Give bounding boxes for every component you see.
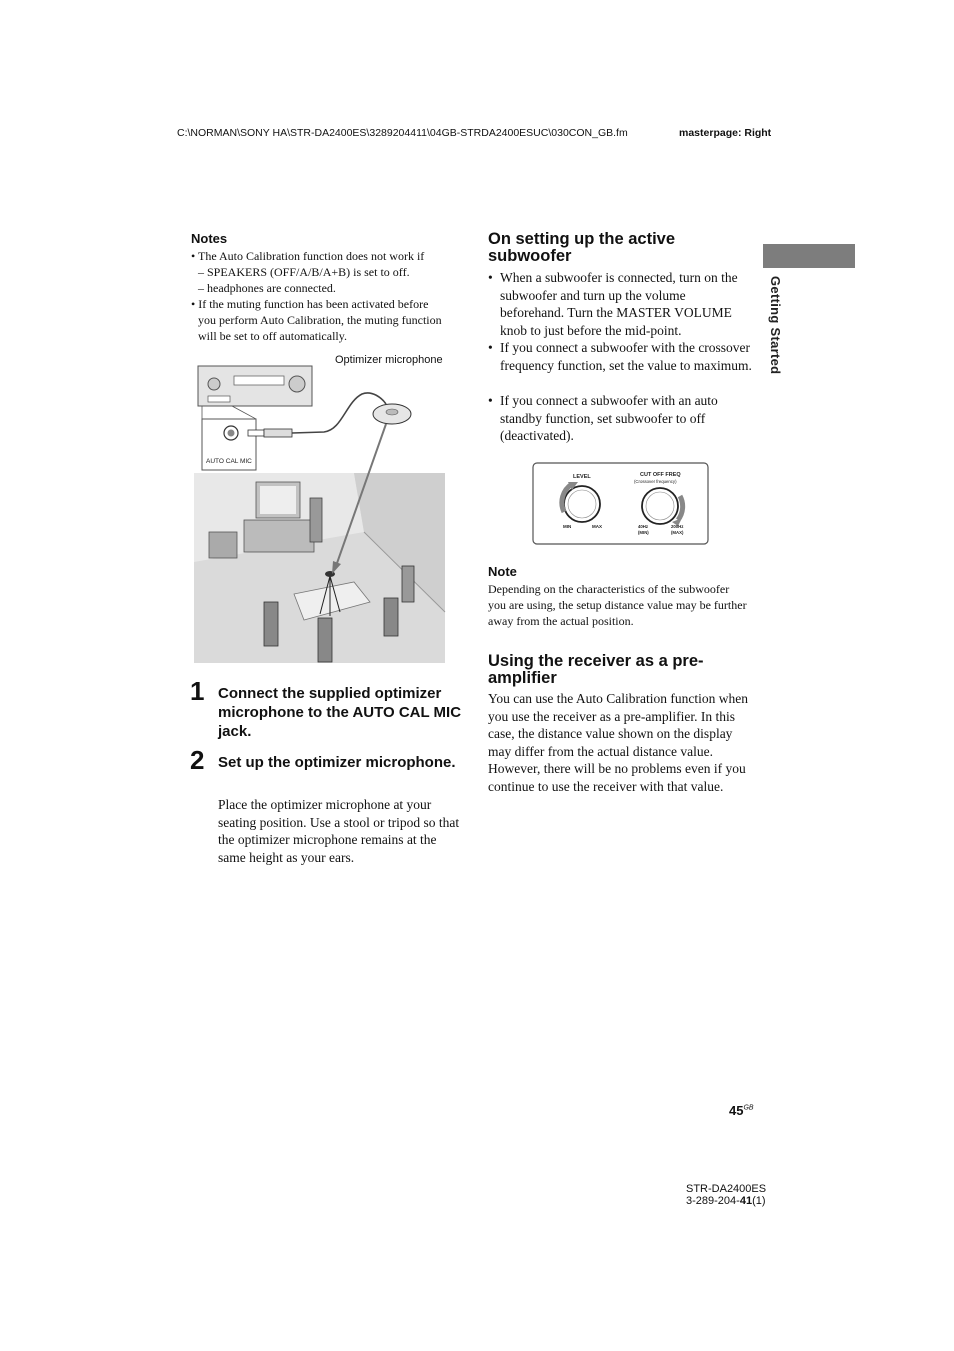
note-line: – SPEAKERS (OFF/A/B/A+B) is set to off.	[198, 265, 410, 279]
step-number: 2	[190, 745, 205, 775]
side-tab-label: Getting Started	[768, 276, 783, 375]
low-freq-sub-label: (MIN)	[638, 530, 649, 535]
list-item: • If you connect a subwoofer with the crossover frequency function, set the value to maximum.	[488, 340, 752, 373]
microphone-setup-illustration	[194, 362, 449, 667]
note-line: – headphones are connected.	[198, 281, 336, 295]
high-freq-label: 200Hz	[671, 524, 684, 529]
footer-code-bold: 41	[739, 1195, 753, 1207]
page-number-suffix: GB	[743, 1104, 754, 1112]
crossover-frequency-label: (Crossover frequency)	[634, 479, 677, 484]
step-body: Place the optimizer microphone at your seating position. Use a stool or tripod so that the optimizer microphone remains at the same height as your ears.	[218, 797, 460, 865]
note-line: • If the muting function has been activated before	[191, 297, 429, 311]
page-number-value: 45	[729, 1103, 744, 1118]
header-file-path: C:\NORMAN\SONY HA\STR-DA2400ES\3289204411\04GB-STRDA2400ESUC\030CON_GB.fm	[177, 127, 628, 139]
page-number	[729, 1103, 754, 1118]
level-min-label: MIN	[563, 524, 572, 529]
notes-heading: Notes	[191, 231, 228, 246]
step-number: 1	[190, 676, 205, 706]
footer-model: STR-DA2400ES	[686, 1183, 767, 1195]
level-label: LEVEL	[573, 474, 591, 480]
footer-code	[686, 1195, 766, 1207]
footer-code-prefix: 3-289-204-	[686, 1195, 740, 1207]
note-line: you perform Auto Calibration, the muting function	[198, 313, 442, 327]
figure-label-optimizer-microphone: Optimizer microphone	[335, 354, 443, 366]
preamp-body: You can use the Auto Calibration function when you use the receiver as a pre-amplifier. In this case, the distance value shown on the display may differ from the actual distance value. However, there will be no problems even if you continue to use the receiver with that value.	[488, 691, 748, 794]
footer-code-suffix: (1)	[752, 1195, 766, 1207]
list-item-text: When a subwoofer is connected, turn on the subwoofer and turn up the volume beforehand. Turn the MASTER VOLUME knob to just before the mid-point.	[500, 270, 738, 338]
list-item-text: If you connect a subwoofer with an auto standby function, set subwoofer to off (deactivated).	[500, 393, 718, 444]
header-masterpage: masterpage: Right	[679, 127, 772, 139]
side-tab-bar	[763, 244, 855, 268]
level-max-label: MAX	[592, 524, 602, 529]
note-line: • The Auto Calibration function does not work if	[191, 249, 425, 263]
step-title: Set up the optimizer microphone.	[218, 754, 456, 771]
cutoff-freq-label: CUT OFF FREQ	[640, 472, 681, 478]
note-line: will be set to off automatically.	[198, 329, 347, 343]
note-body: Depending on the characteristics of the subwoofer you are using, the setup distance value may be further away from the actual position.	[488, 582, 747, 628]
section-heading-subwoofer: On setting up the active subwoofer	[488, 230, 676, 265]
section-heading-preamp: Using the receiver as a pre-amplifier	[488, 652, 704, 687]
step-title: Connect the supplied optimizer microphone to the AUTO CAL MIC jack.	[218, 685, 462, 740]
list-item: • If you connect a subwoofer with an auto standby function, set subwoofer to off (deactivated).	[488, 393, 718, 444]
subwoofer-knobs-illustration	[532, 462, 710, 546]
list-item: • When a subwoofer is connected, turn on the subwoofer and turn up the volume beforehand. Turn the MASTER VOLUME knob to just before the mid-point.	[488, 270, 738, 338]
high-freq-sub-label: (MAX)	[671, 530, 684, 535]
auto-cal-mic-label: AUTO CAL MIC	[206, 458, 252, 465]
low-freq-label: 40Hz	[638, 524, 649, 529]
note-heading: Note	[488, 564, 517, 579]
list-item-text: If you connect a subwoofer with the crossover frequency function, set the value to maximum.	[500, 340, 752, 373]
